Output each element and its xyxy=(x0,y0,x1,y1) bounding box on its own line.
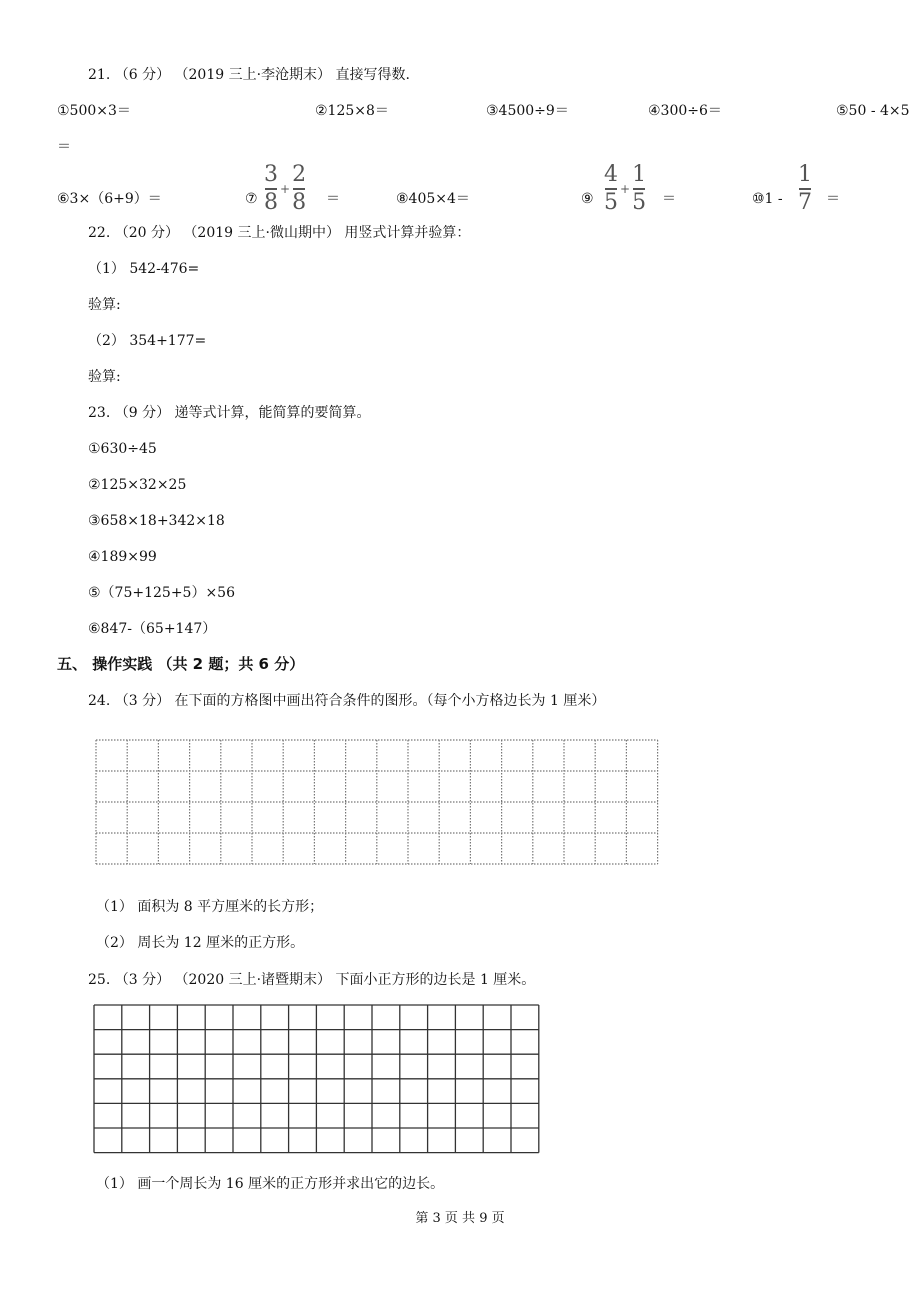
q22-check-1: 验算: xyxy=(88,297,121,313)
q23-item-1: ①630÷45 xyxy=(88,441,157,457)
q21-item-7-label: ⑦ xyxy=(245,191,258,207)
square-grid xyxy=(93,1004,543,1156)
fraction-numerator: 3 xyxy=(264,162,278,187)
q23-item-2: ②125×32×25 xyxy=(88,477,187,493)
fraction-denominator: 7 xyxy=(798,190,812,215)
q21-header: 21. （6 分） （2019 三上·李沧期末） 直接写得数. xyxy=(88,67,410,83)
q23-header: 23. （9 分） 递等式计算，能简算的要简算。 xyxy=(88,405,371,421)
fraction xyxy=(292,164,306,214)
fraction-denominator: 8 xyxy=(264,190,278,215)
plus-sign: + xyxy=(280,182,291,196)
q21-item-2: ②125×8＝ xyxy=(315,103,389,119)
q21-item-9-expression xyxy=(604,164,646,214)
q21-item-9-label: ⑨ xyxy=(581,191,594,207)
fraction-numerator: 4 xyxy=(604,162,618,187)
q21-item-1: ①500×3＝ xyxy=(57,103,131,119)
q24-part-2: （2） 周长为 12 厘米的正方形。 xyxy=(96,935,305,951)
fraction-denominator: 8 xyxy=(292,190,307,215)
dotted-grid xyxy=(95,739,659,867)
q21-item-10-label: ⑩1 - xyxy=(752,191,783,207)
q21-item-5: ⑤50 - 4×5 xyxy=(836,103,910,119)
fraction xyxy=(632,164,646,214)
q21-item-8: ⑧405×4＝ xyxy=(396,191,470,207)
fraction-numerator: 1 xyxy=(798,162,812,187)
q21-item-3: ③4500÷9＝ xyxy=(486,103,569,119)
section-title: 五、 操作实践 （共 2 题；共 6 分） xyxy=(57,655,305,673)
fraction xyxy=(264,164,278,214)
q23-item-4: ④189×99 xyxy=(88,549,157,565)
q23-item-5: ⑤（75+125+5）×56 xyxy=(88,585,235,601)
q21-item-9-equals: ＝ xyxy=(662,191,676,207)
plus-sign: + xyxy=(620,182,631,196)
q24-part-1: （1） 面积为 8 平方厘米的长方形； xyxy=(96,899,324,915)
fraction xyxy=(604,164,618,214)
q21-item-6: ⑥3×（6+9）＝ xyxy=(57,191,162,207)
q22-part-2: （2） 354+177= xyxy=(88,333,207,349)
q25-header: 25. （3 分） （2020 三上·诸暨期末） 下面小正方形的边长是 1 厘米。 xyxy=(88,972,536,988)
q22-check-2: 验算: xyxy=(88,369,121,385)
fraction-numerator: 1 xyxy=(632,162,647,187)
q21-item-7-equals: ＝ xyxy=(326,191,340,207)
q24-header: 24. （3 分） 在下面的方格图中画出符合条件的图形。（每个小方格边长为 1 厘米） xyxy=(88,693,606,709)
q23-item-3: ③658×18+342×18 xyxy=(88,513,225,529)
page-footer: 第 3 页 共 9 页 xyxy=(415,1211,505,1226)
q22-header: 22. （20 分） （2019 三上·微山期中） 用竖式计算并验算： xyxy=(88,225,471,241)
fraction-numerator: 2 xyxy=(292,162,307,187)
fraction-denominator: 5 xyxy=(632,190,647,215)
q21-item-7-expression xyxy=(264,164,306,214)
q21-item-4: ④300÷6＝ xyxy=(648,103,722,119)
fraction-denominator: 5 xyxy=(604,190,618,215)
q25-part-1: （1） 画一个周长为 16 厘米的正方形并求出它的边长。 xyxy=(96,1176,445,1192)
q21-item-5-continued: ＝ xyxy=(57,139,71,155)
q21-item-10-equals: ＝ xyxy=(826,191,840,207)
q21-item-10-fraction xyxy=(798,164,812,214)
q22-part-1: （1） 542-476= xyxy=(88,261,200,277)
q23-item-6: ⑥847-（65+147） xyxy=(88,621,217,637)
